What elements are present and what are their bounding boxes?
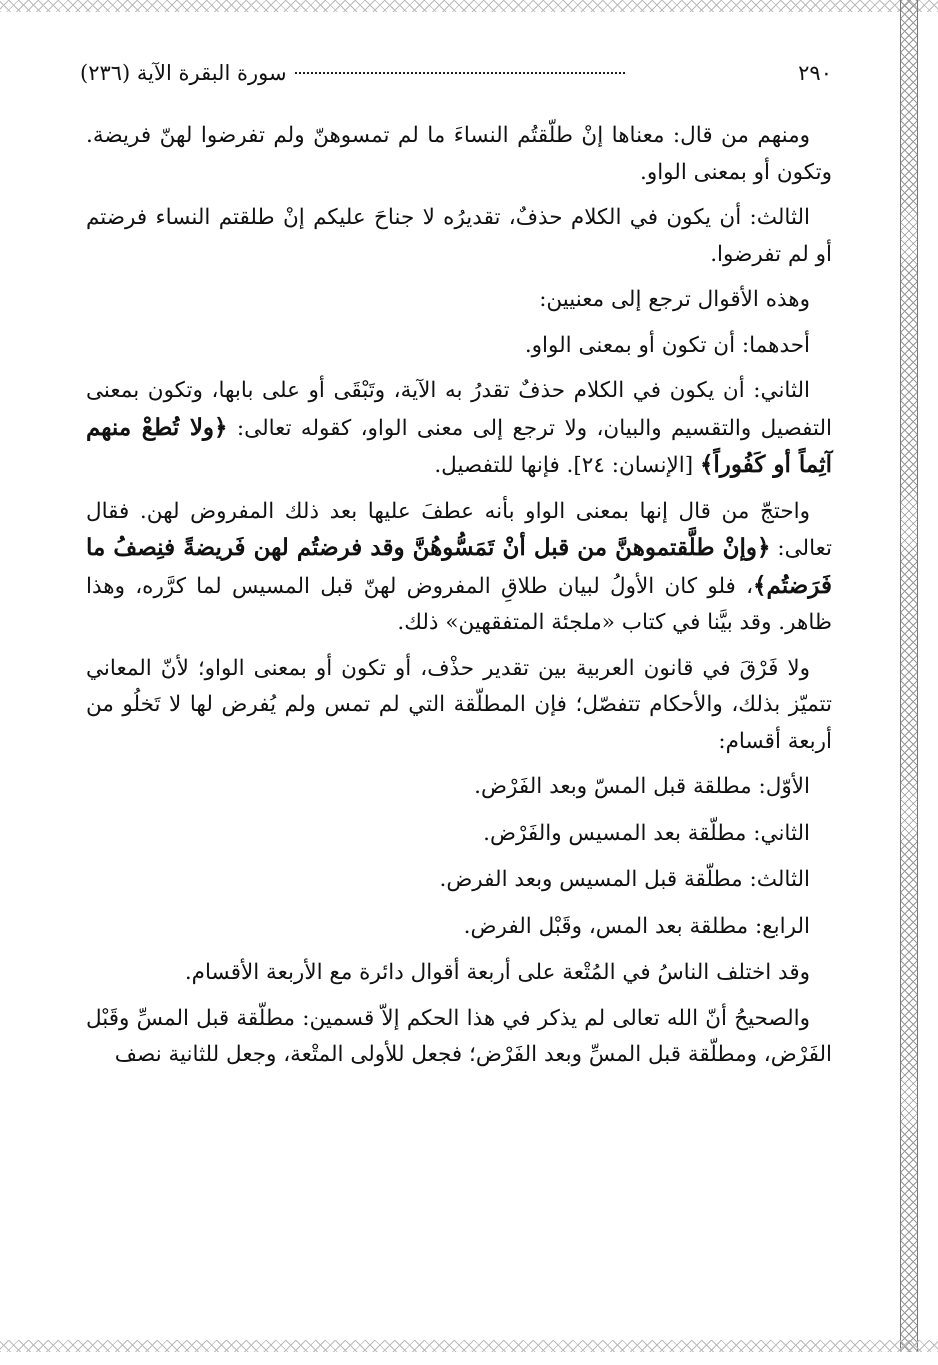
- paragraph: والصحيحُ أنّ الله تعالى لم يذكر في هذا الحكم إلاّ قسمين: مطلّقة قبل المسِّ وقَبْل الفَرْض، ومطلّقة قبل المسِّ وبعد الفَرْض؛ فجعل للأولى المتْعة، وجعل للثانية نصف: [86, 1005, 832, 1067]
- running-header: [80, 50, 832, 96]
- paragraph-text: واحتجّ من قال إنها بمعنى الواو بأنه عطفَ عليها بعد ذلك المفروض لهن. فقال تعالى:: [86, 498, 832, 561]
- book-page: [80, 50, 832, 1335]
- paragraph: أحدهما: أن تكون أو بمعنى الواو.: [524, 332, 810, 358]
- page-border-bottom: [0, 1340, 938, 1352]
- paragraph: وهذه الأقوال ترجع إلى معنيين:: [539, 287, 810, 312]
- page-number: ٢٩٠: [798, 61, 832, 85]
- header-dot-leader: [295, 72, 625, 74]
- paragraph-text: [الإنسان: ٢٤]. فإنها للتفصيل.: [434, 453, 700, 478]
- list-item: الرابع: مطلقة بعد المس، وقَبْل الفرض.: [463, 913, 810, 939]
- list-item: الثاني: مطلّقة بعد المسيس والفَرْض.: [483, 820, 810, 846]
- paragraph: ومنهم من قال: معناها إنْ طلّقتُم النساءَ ما لم تمسوهنّ ولم تفرضوا لهنّ فريضة. وتكون أو بمعنى الواو.: [86, 123, 832, 185]
- paragraph: [86, 373, 832, 485]
- page-border-right: [900, 0, 918, 1352]
- running-title: سورة البقرة الآية (٢٣٦): [80, 61, 287, 85]
- page-body: [86, 118, 832, 1074]
- paragraph: الثالث: أن يكون في الكلام حذفٌ، تقديرُه لا جناحَ عليكم إنْ طلقتم النساء فرضتم أو لم تفرضوا.: [86, 205, 832, 267]
- paragraph: وقد اختلف الناسُ في المُتْعة على أربعة أقوال دائرة مع الأربعة الأقسام.: [184, 960, 810, 985]
- header-title-group: [80, 50, 625, 96]
- page-border-top: [0, 0, 938, 12]
- list-item: الأوّل: مطلقة قبل المسّ وبعد الفَرْض.: [474, 774, 810, 799]
- list-item: الثالث: مطلّقة قبل المسيس وبعد الفرض.: [439, 867, 810, 892]
- paragraph-text: الثاني: أن يكون في الكلام حذفٌ تقدرُ به الآية، وتَبْقَى أو على بابها، وتكون بمعنى التفصيل والتقسيم والبيان، ولا ترجع إلى معنى الواو، كقوله تعالى:: [86, 378, 832, 441]
- paragraph-text: ، فلو كان الأولُ لبيان طلاقِ المفروض لهنّ قبل المسيس لما كرَّره، وهذا ظاهر. وقد بيَّنا في كتاب «ملجئة المتفقهين» ذلك.: [86, 573, 832, 635]
- paragraph: [86, 494, 832, 642]
- paragraph: ولا فَرْقَ في قانون العربية بين تقدير حذْف، أو تكون أو بمعنى الواو؛ لأنّ المعاني تتميّز بذلك، والأحكام تتفصّل؛ فإن المطلّقة التي لم تمس ولم يُفرض لها لا تَخلُو من أربعة أقسام:: [86, 655, 832, 754]
- quran-verse: ﴿وإنْ طلَّقتموهنَّ من قبل أنْ تَمَسُّوهُنَّ وقد فرضتُم لهن فَريضةً فنِصفُ ما فَرَضتُم﴾: [86, 534, 832, 599]
- quran-verse: ﴿ولا تُطعْ منهم آثِماً أو كَفُوراً﴾: [86, 413, 832, 478]
